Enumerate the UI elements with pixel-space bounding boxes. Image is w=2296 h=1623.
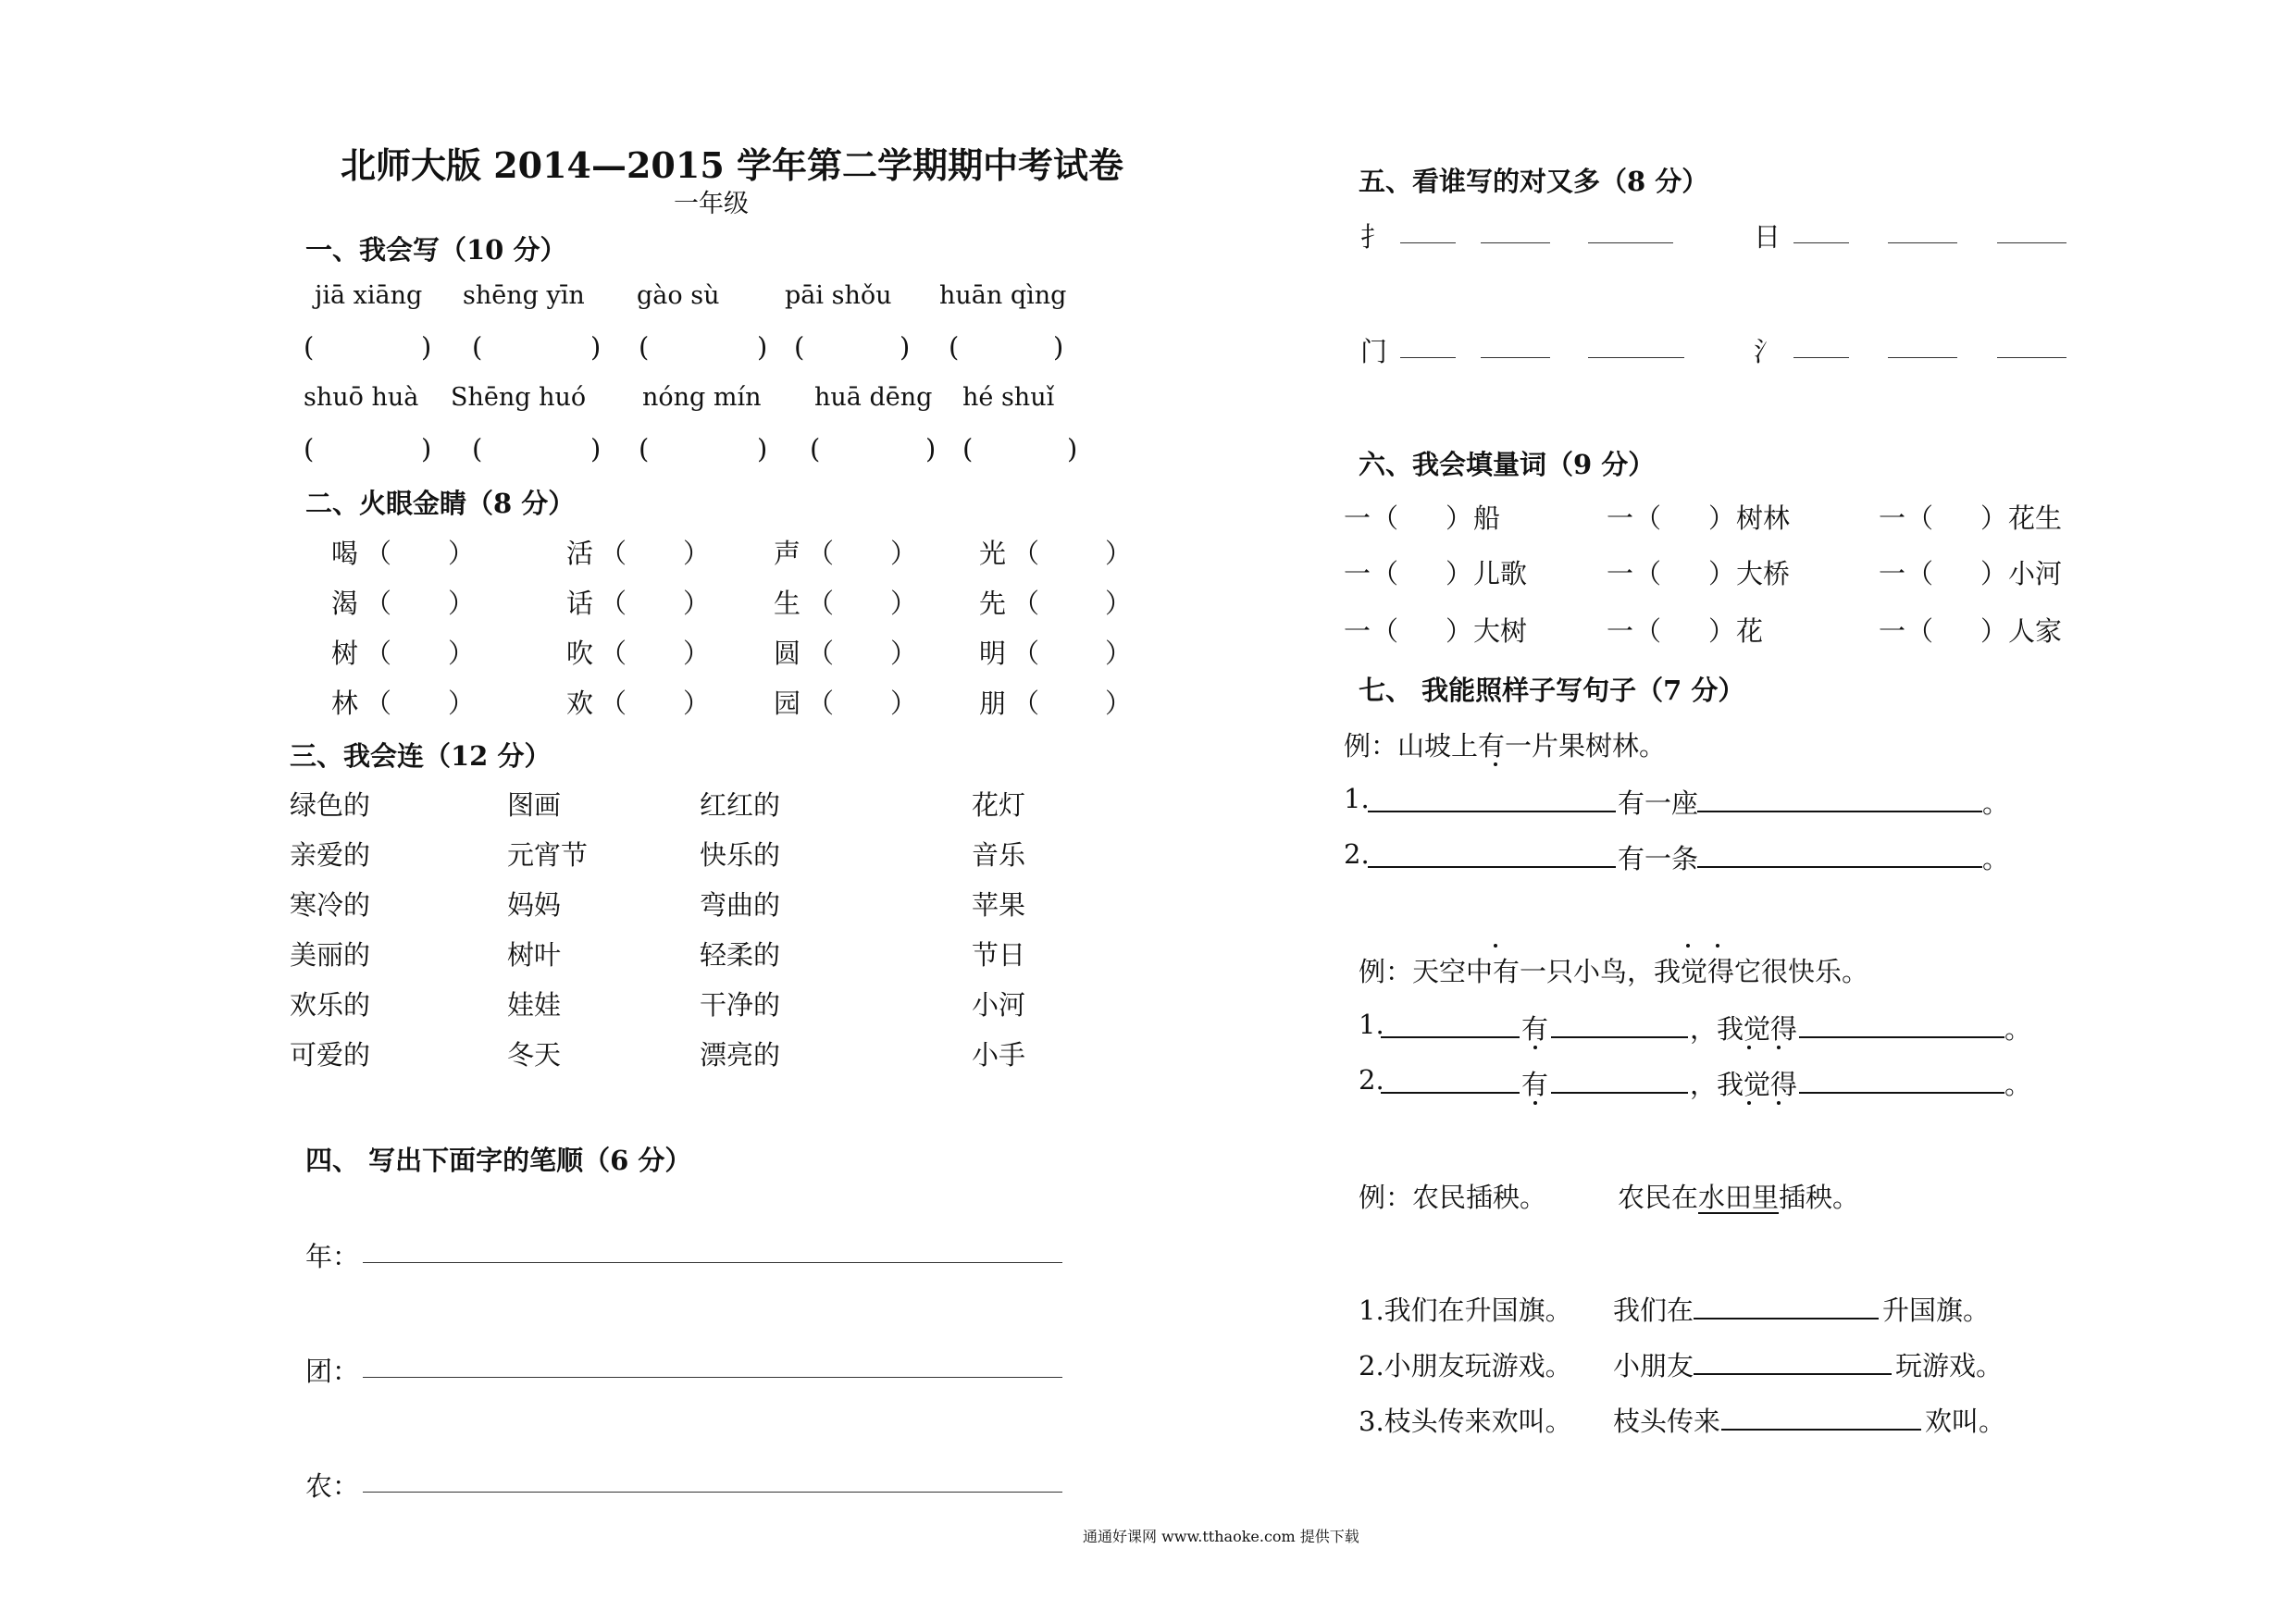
section-1-heading: 一、我会写（10 分） — [305, 234, 567, 266]
measure-open-paren: （ — [1634, 615, 1662, 647]
word-open-paren: （ — [600, 538, 627, 569]
answer-open-paren: ( — [304, 433, 315, 465]
word-open-paren: （ — [1012, 688, 1040, 719]
answer-open-paren: ( — [639, 331, 650, 363]
measure-close-paren: ） — [1980, 558, 2008, 589]
radical-char: 扌 — [1360, 221, 1388, 253]
pinyin-item: shēng yīn — [463, 281, 585, 310]
word-open-paren: （ — [365, 588, 392, 619]
sentence-end: 。 — [1982, 787, 2010, 819]
line-number: 2. — [1344, 838, 1370, 870]
answer-open-paren: ( — [639, 433, 650, 465]
word-close-paren: ） — [448, 588, 476, 619]
answer-close-paren: ) — [590, 433, 602, 465]
question-sentence: 3.枝头传来欢叫。 — [1359, 1406, 1572, 1437]
radical-answer-line[interactable] — [1793, 357, 1849, 358]
sentence-mid2: ，我觉得 — [1690, 1069, 1798, 1100]
pinyin-item: jiā xiāng — [315, 281, 423, 310]
measure-yi: 一 — [1879, 502, 1906, 534]
homophone-char: 话 — [566, 588, 594, 619]
sentence-blank[interactable] — [1721, 1429, 1921, 1431]
answer-open-paren: ( — [794, 331, 805, 363]
grade-label: 一年级 — [674, 190, 749, 218]
emphasis-dot — [1533, 1101, 1537, 1105]
emphasis-dot — [1686, 944, 1690, 948]
measure-close-paren: ） — [1708, 615, 1736, 647]
emphasis-dot — [1777, 1046, 1781, 1049]
measure-noun: 儿歌 — [1473, 558, 1528, 589]
pinyin-item: Shēng huó — [451, 383, 587, 412]
match-word[interactable]: 小河 — [972, 989, 1026, 1021]
answer-pre: 我们在 — [1613, 1295, 1694, 1326]
sentence-blank[interactable] — [1368, 811, 1616, 812]
word-open-paren: （ — [365, 538, 392, 569]
match-word[interactable]: 轻柔的 — [700, 939, 781, 971]
homophone-char: 声 — [774, 538, 801, 569]
question-sentence: 2.小朋友玩游戏。 — [1359, 1350, 1572, 1381]
radical-answer-line[interactable] — [1588, 357, 1684, 358]
measure-yi: 一 — [1607, 615, 1634, 647]
match-word[interactable]: 节日 — [972, 939, 1026, 971]
example-sentence-3b — [1618, 1177, 1859, 1215]
emphasis-dot — [1747, 1101, 1751, 1105]
word-open-paren: （ — [365, 688, 392, 719]
section-6-heading: 六、我会填量词（9 分） — [1359, 449, 1656, 480]
measure-noun: 船 — [1473, 502, 1501, 534]
radical-answer-line[interactable] — [1997, 242, 2066, 243]
word-close-paren: ） — [1105, 538, 1133, 569]
homophone-char: 明 — [979, 638, 1007, 669]
sentence-end: 。 — [2004, 1013, 2032, 1045]
measure-open-paren: （ — [1371, 502, 1399, 534]
stroke-answer-line[interactable] — [363, 1377, 1062, 1378]
match-word[interactable]: 音乐 — [972, 839, 1026, 871]
answer-post: 升国旗。 — [1882, 1295, 1991, 1326]
answer-pre: 小朋友 — [1613, 1350, 1694, 1381]
answer-open-paren: ( — [304, 331, 315, 363]
match-word[interactable]: 花灯 — [972, 789, 1026, 821]
stroke-answer-line[interactable] — [363, 1262, 1062, 1263]
word-close-paren: ） — [1105, 638, 1133, 669]
emphasis-dot — [1494, 762, 1497, 766]
homophone-char: 圆 — [774, 638, 801, 669]
section-3-heading: 三、我会连（12 分） — [290, 740, 552, 772]
homophone-char: 吹 — [566, 638, 594, 669]
word-close-paren: ） — [890, 688, 918, 719]
homophone-char: 先 — [979, 588, 1007, 619]
homophone-char: 园 — [774, 688, 801, 719]
word-open-paren: （ — [1012, 588, 1040, 619]
stroke-char: 年： — [305, 1241, 360, 1272]
answer-open-paren: ( — [962, 433, 974, 465]
homophone-char: 林 — [331, 688, 359, 719]
measure-noun: 花 — [1736, 615, 1764, 647]
word-close-paren: ） — [683, 588, 711, 619]
measure-close-paren: ） — [1708, 558, 1736, 589]
match-word[interactable]: 妈妈 — [507, 889, 562, 921]
emphasis-dot — [1777, 1101, 1781, 1105]
word-close-paren: ） — [1105, 588, 1133, 619]
pinyin-item: pāi shǒu — [785, 281, 892, 310]
match-word[interactable]: 苹果 — [972, 889, 1026, 921]
measure-yi: 一 — [1879, 615, 1906, 647]
answer-open-paren: ( — [810, 433, 821, 465]
sentence-blank[interactable] — [1694, 1318, 1879, 1319]
word-open-paren: （ — [600, 638, 627, 669]
homophone-char: 欢 — [566, 688, 594, 719]
measure-noun: 人家 — [2008, 615, 2063, 647]
measure-open-paren: （ — [1634, 558, 1662, 589]
sentence-blank[interactable] — [1799, 1036, 2004, 1038]
answer-post: 欢叫。 — [1925, 1406, 2006, 1437]
sentence-blank[interactable] — [1381, 1092, 1520, 1094]
answer-open-paren: ( — [472, 331, 483, 363]
homophone-char: 朋 — [979, 688, 1007, 719]
exam-title: 北师大版 2014—2015 学年第二学期期中考试卷 — [341, 144, 1123, 186]
sentence-end: 。 — [2004, 1069, 2032, 1100]
example-sentence-1: 例：山坡上有一片果树林。 — [1344, 730, 1667, 762]
sentence-end: 。 — [1982, 843, 2010, 874]
measure-close-paren: ） — [1980, 502, 2008, 534]
word-close-paren: ） — [448, 638, 476, 669]
answer-close-paren: ) — [757, 331, 768, 363]
example-3b-underlined: 水田里 — [1698, 1182, 1780, 1213]
sentence-blank[interactable] — [1381, 1036, 1520, 1038]
measure-yi: 一 — [1607, 502, 1634, 534]
stroke-char: 农： — [305, 1470, 360, 1502]
sentence-blank[interactable] — [1799, 1092, 2004, 1094]
radical-answer-line[interactable] — [1481, 242, 1550, 243]
homophone-char: 喝 — [331, 538, 359, 569]
measure-open-paren: （ — [1906, 502, 1934, 534]
example-sentence-2: 例：天空中有一只小鸟，我觉得它很快乐。 — [1359, 956, 1869, 987]
answer-close-paren: ) — [1067, 433, 1078, 465]
word-open-paren: （ — [365, 638, 392, 669]
radical-answer-line[interactable] — [1400, 242, 1456, 243]
radical-answer-line[interactable] — [1481, 357, 1550, 358]
homophone-char: 活 — [566, 538, 594, 569]
word-open-paren: （ — [1012, 538, 1040, 569]
answer-close-paren: ) — [900, 331, 911, 363]
measure-open-paren: （ — [1906, 615, 1934, 647]
answer-close-paren: ) — [421, 433, 432, 465]
example-3b-pre: 农民在 — [1618, 1182, 1699, 1213]
pinyin-item: gào sù — [637, 281, 720, 310]
match-word[interactable]: 冬天 — [507, 1039, 562, 1071]
word-open-paren: （ — [807, 638, 835, 669]
word-open-paren: （ — [600, 588, 627, 619]
match-word[interactable]: 干净的 — [700, 989, 781, 1021]
measure-yi: 一 — [1344, 502, 1371, 534]
measure-open-paren: （ — [1371, 615, 1399, 647]
sentence-blank[interactable] — [1551, 1092, 1688, 1094]
sentence-mid: 有 — [1521, 1013, 1549, 1045]
sentence-mid: 有 — [1521, 1069, 1549, 1100]
measure-noun: 大桥 — [1736, 558, 1791, 589]
match-word[interactable]: 小手 — [972, 1039, 1026, 1071]
homophone-char: 光 — [979, 538, 1007, 569]
emphasis-dot — [1494, 944, 1497, 948]
section-2-heading: 二、火眼金睛（8 分） — [305, 488, 576, 519]
match-word[interactable]: 图画 — [507, 789, 562, 821]
measure-yi: 一 — [1879, 558, 1906, 589]
match-word[interactable]: 漂亮的 — [700, 1039, 781, 1071]
measure-noun: 花生 — [2008, 502, 2063, 534]
sentence-blank[interactable] — [1551, 1036, 1688, 1038]
word-open-paren: （ — [600, 688, 627, 719]
answer-pre: 枝头传来 — [1613, 1406, 1721, 1437]
match-word[interactable]: 可爱的 — [290, 1039, 371, 1071]
radical-answer-line[interactable] — [1997, 357, 2066, 358]
word-close-paren: ） — [448, 538, 476, 569]
sentence-mid: 有一座 — [1618, 787, 1699, 819]
word-close-paren: ） — [683, 688, 711, 719]
word-close-paren: ） — [683, 538, 711, 569]
radical-answer-line[interactable] — [1793, 242, 1849, 243]
measure-noun: 树林 — [1736, 502, 1791, 534]
measure-close-paren: ） — [1708, 502, 1736, 534]
match-word[interactable]: 红红的 — [700, 789, 781, 821]
answer-close-paren: ) — [757, 433, 768, 465]
homophone-char: 生 — [774, 588, 801, 619]
word-close-paren: ） — [890, 588, 918, 619]
match-word[interactable]: 欢乐的 — [290, 989, 371, 1021]
word-open-paren: （ — [807, 688, 835, 719]
word-open-paren: （ — [807, 538, 835, 569]
word-open-paren: （ — [1012, 638, 1040, 669]
pinyin-item: huān qìng — [939, 281, 1067, 310]
word-close-paren: ） — [890, 638, 918, 669]
sentence-mid2: ，我觉得 — [1690, 1013, 1798, 1045]
answer-close-paren: ) — [590, 331, 602, 363]
match-word[interactable]: 亲爱的 — [290, 839, 371, 871]
match-word[interactable]: 弯曲的 — [700, 889, 781, 921]
word-close-paren: ） — [1105, 688, 1133, 719]
sentence-blank[interactable] — [1697, 811, 1982, 812]
emphasis-dot — [1533, 1046, 1537, 1049]
measure-noun: 小河 — [2008, 558, 2063, 589]
match-word[interactable]: 寒冷的 — [290, 889, 371, 921]
answer-close-paren: ) — [421, 331, 432, 363]
sentence-blank[interactable] — [1697, 866, 1982, 868]
homophone-char: 渴 — [331, 588, 359, 619]
match-word[interactable]: 树叶 — [507, 939, 562, 971]
measure-close-paren: ） — [1446, 502, 1473, 534]
line-number: 2. — [1359, 1064, 1384, 1096]
measure-yi: 一 — [1607, 558, 1634, 589]
measure-close-paren: ） — [1446, 615, 1473, 647]
sentence-blank[interactable] — [1368, 866, 1616, 868]
measure-close-paren: ） — [1980, 615, 2008, 647]
sentence-mid: 有一条 — [1618, 843, 1699, 874]
emphasis-dot — [1716, 944, 1719, 948]
example-3b-post: 插秧。 — [1779, 1182, 1860, 1213]
radical-answer-line[interactable] — [1400, 357, 1456, 358]
answer-close-paren: ) — [925, 433, 937, 465]
match-word[interactable]: 娃娃 — [507, 989, 562, 1021]
stroke-answer-line[interactable] — [363, 1492, 1062, 1493]
answer-open-paren: ( — [472, 433, 483, 465]
measure-open-paren: （ — [1634, 502, 1662, 534]
emphasis-dot — [1747, 1046, 1751, 1049]
radical-answer-line[interactable] — [1888, 357, 1957, 358]
word-close-paren: ） — [683, 638, 711, 669]
answer-post: 玩游戏。 — [1895, 1350, 2004, 1381]
radical-answer-line[interactable] — [1888, 242, 1957, 243]
measure-close-paren: ） — [1446, 558, 1473, 589]
word-close-paren: ） — [448, 688, 476, 719]
measure-noun: 大树 — [1473, 615, 1528, 647]
line-number: 1. — [1359, 1009, 1384, 1040]
pinyin-item: shuō huà — [304, 383, 419, 412]
match-word[interactable]: 绿色的 — [290, 789, 371, 821]
answer-close-paren: ) — [1053, 331, 1064, 363]
measure-yi: 一 — [1344, 615, 1371, 647]
measure-open-paren: （ — [1371, 558, 1399, 589]
homophone-char: 树 — [331, 638, 359, 669]
match-word[interactable]: 元宵节 — [507, 839, 589, 871]
radical-answer-line[interactable] — [1588, 242, 1673, 243]
section-7-heading: 七、 我能照样子写句子（7 分） — [1359, 675, 1745, 706]
measure-open-paren: （ — [1906, 558, 1934, 589]
section-5-heading: 五、看谁写的对又多（8 分） — [1359, 166, 1709, 197]
example-sentence-3a: 例：农民插秧。 — [1359, 1182, 1547, 1213]
radical-char: 氵 — [1754, 336, 1781, 367]
question-sentence: 1.我们在升国旗。 — [1359, 1295, 1572, 1326]
section-4-heading: 四、 写出下面字的笔顺（6 分） — [305, 1145, 692, 1176]
pinyin-item: nóng mín — [642, 383, 762, 412]
match-word[interactable]: 美丽的 — [290, 939, 371, 971]
pinyin-item: hé shuǐ — [962, 383, 1055, 412]
radical-char: 日 — [1754, 221, 1781, 253]
measure-yi: 一 — [1344, 558, 1371, 589]
stroke-char: 团： — [305, 1356, 360, 1387]
pinyin-item: huā dēng — [814, 383, 933, 412]
word-open-paren: （ — [807, 588, 835, 619]
line-number: 1. — [1344, 783, 1370, 814]
sentence-blank[interactable] — [1694, 1373, 1892, 1375]
answer-open-paren: ( — [949, 331, 960, 363]
word-close-paren: ） — [890, 538, 918, 569]
footer-source: 通通好课网 www.tthaoke.com 提供下载 — [1083, 1528, 1359, 1545]
match-word[interactable]: 快乐的 — [700, 839, 781, 871]
radical-char: 门 — [1360, 336, 1388, 367]
